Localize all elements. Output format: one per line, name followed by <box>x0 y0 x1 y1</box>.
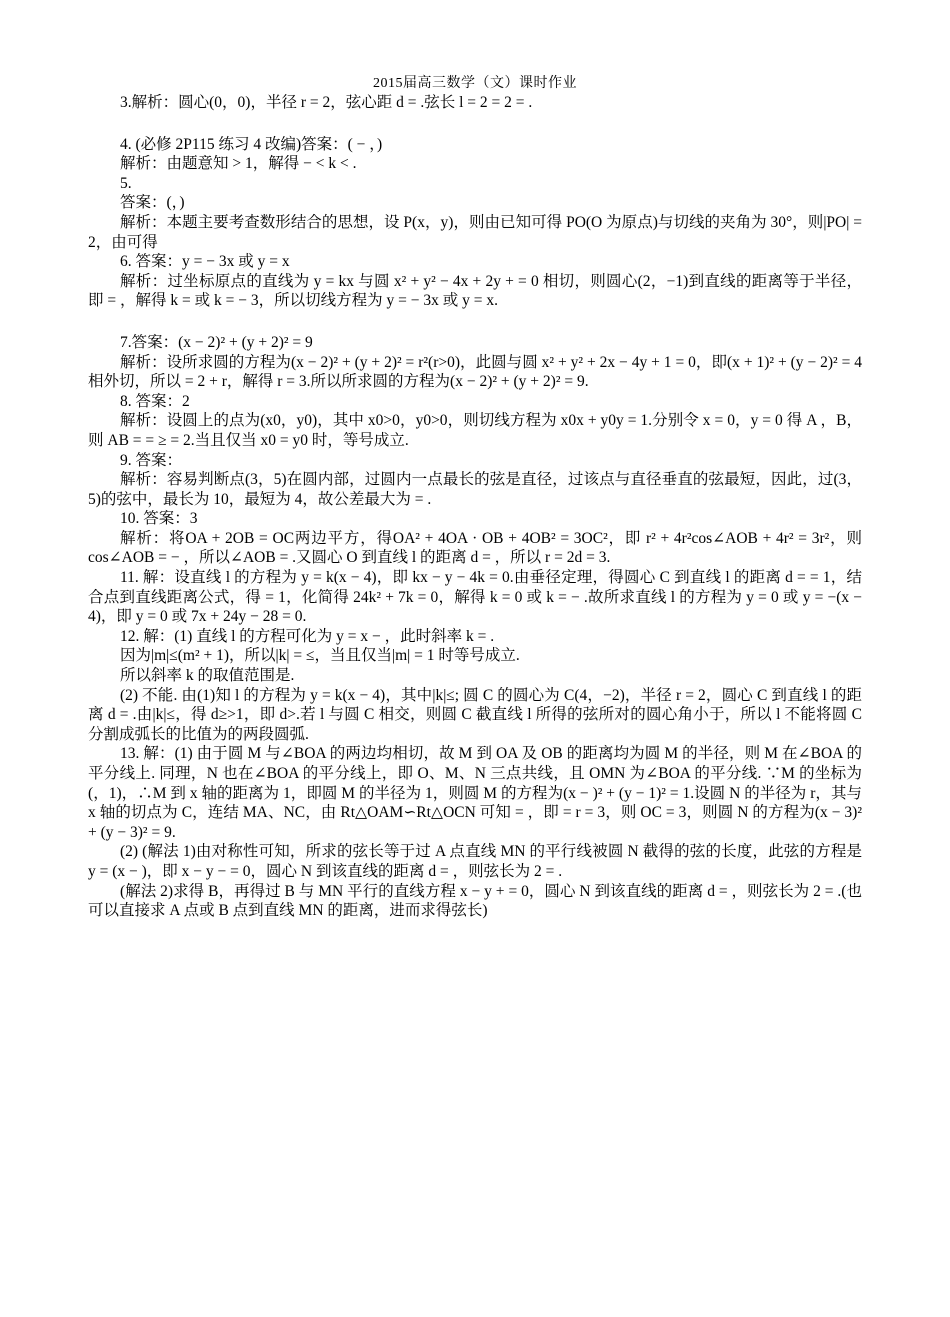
answer-6-answer: 6. 答案：y = − 3x 或 y = x <box>120 253 290 271</box>
answer-4-analysis: 解析：由题意知 > 1，解得 − < k < . <box>120 155 357 173</box>
solution-12-part2: (2) 不能. 由(1)知 l 的方程为 y = k(x − 4)，其中|k|≤; 圆 C 的圆心为 C(4，−2)，半径 r = 2，圆心 C 到直线 l 的距离 d = .由|k|≤，得 d≥>1，即 d>.若 l 与圆 C 相交，则圆 C 截直线 l 所得的弦所对的圆心角小于，所以 l 不能将圆 C 分割成弧长的比值为的两段圆弧. <box>88 686 862 743</box>
answer-7-analysis: 解析：设所求圆的方程为(x − 2)² + (y + 2)² = r²(r>0)，此圆与圆 x² + y² + 2x − 4y + 1 = 0，即(x + 1)² + (y − 2)² = 4 相外切，所以 = 2 + r，解得 r = 3.所以所求圆的方程为(x − 2)² + (y + 2)² = 9. <box>88 353 862 391</box>
solution-12-range: 所以斜率 k 的取值范围是. <box>120 667 295 685</box>
solution-13-part2-method2: (解法 2)求得 B，再得过 B 与 MN 平行的直线方程 x − y + = 0，圆心 N 到该直线的距离 d = ，则弦长为 2 = .(也可以直接求 A 点或 B 点到直线 MN 的距离，进而求得弦长) <box>88 882 862 920</box>
answer-8-analysis: 解析：设圆上的点为(x0，y0)，其中 x0>0，y0>0，则切线方程为 x0x + y0y = 1.分别令 x = 0，y = 0 得 A ，B，则 AB = = ≥ = 2.当且仅当 x0 = y0 时，等号成立. <box>88 412 862 449</box>
answer-9-answer: 9. 答案： <box>120 451 183 469</box>
solution-12-inequality: 因为|m|≤(m² + 1)，所以|k| = ≤，当且仅当|m| = 1 时等号成立. <box>120 647 520 665</box>
answer-5-analysis: 解析：本题主要考查数形结合的思想，设 P(x，y)，则由已知可得 PO(O 为原点)与切线的夹角为 30°，则|PO| = 2，由可得 <box>88 213 862 251</box>
document-body <box>88 93 862 921</box>
solution-13-part1: 13. 解：(1) 由于圆 M 与∠BOA 的两边均相切，故 M 到 OA 及 OB 的距离均为圆 M 的半径，则 M 在∠BOA 的平分线上. 同理，N 也在∠BOA 的平分线上，即 O、M、N 三点共线，且 OMN 为∠BOA 的平分线. ∵M 的坐标为(，1)，∴M 到 x 轴的距离为 1，即圆 M 的半径为 1，则圆 M 的方程为(x − )² + (y − 1)² = 1.设圆 N 的半径为 r，其与 x 轴的切点为 C，连结 MA、NC，由 Rt△OAM∽Rt△OCN 可知 = ，即 = r = 3，则 OC = 3，则圆 N 的方程为(x − 3)² + (y − 3)² = 9. <box>88 745 862 841</box>
answer-10-answer: 10. 答案：3 <box>120 510 198 528</box>
answer-7-answer: 7.答案：(x − 2)² + (y + 2)² = 9 <box>120 333 313 351</box>
answer-6-analysis: 解析：过坐标原点的直线为 y = kx 与圆 x² + y² − 4x + 2y + = 0 相切，则圆心(2，−1)到直线的距离等于半径，即 = ，解得 k = 或 k = − 3，所以切线方程为 y = − 3x 或 y = x. <box>88 272 862 310</box>
solution-11: 11. 解：设直线 l 的方程为 y = k(x − 4)，即 kx − y − 4k = 0.由垂径定理，得圆心 C 到直线 l 的距离 d = = 1，结合点到直线距离公式，得 = 1，化简得 24k² + 7k = 0，解得 k = 0 或 k = − .故所求直线 l 的方程为 y = 0 或 y = −(x − 4)，即 y = 0 或 7x + 24y − 28 = 0. <box>88 569 862 626</box>
page-header: 2015届高三数学（文）课时作业 <box>373 76 577 91</box>
answer-4-heading: 4. (必修 2P115 练习 4 改编)答案：( − ，) <box>120 135 383 153</box>
solution-12-part1: 12. 解：(1) 直线 l 的方程可化为 y = x − ，此时斜率 k = . <box>120 627 495 645</box>
answer-10-analysis: 解析：将OA + 2OB = OC两边平方，得OA² + 4OA · OB + 4OB² = 3OC²，即 r² + 4r²cos∠AOB + 4r² = 3r²，则 cos∠AOB = − ，所以∠AOB = .又圆心 O 到直线 l 的距离 d = ，所以 r = 2d = 3. <box>88 529 862 567</box>
answer-5-answer: 答案：(，) <box>120 194 185 212</box>
answer-8-answer: 8. 答案：2 <box>120 392 190 410</box>
answer-3: 3.解析：圆心(0，0)，半径 r = 2，弦心距 d = .弦长 l = 2 = 2 = . <box>120 94 533 111</box>
answer-9-analysis: 解析：容易判断点(3，5)在圆内部，过圆内一点最长的弦是直径，过该点与直径垂直的弦最短，因此，过(3，5)的弦中，最长为 10，最短为 4，故公差最大为 = . <box>88 471 862 508</box>
solution-13-part2-method1: (2) (解法 1)由对称性可知，所求的弦长等于过 A 点直线 MN 的平行线被圆 N 截得的弦的长度，此弦的方程是 y = (x − )，即 x − y − = 0，圆心 N 到该直线的距离 d = ，则弦长为 2 = . <box>88 843 862 880</box>
answer-5-number: 5. <box>120 174 132 192</box>
